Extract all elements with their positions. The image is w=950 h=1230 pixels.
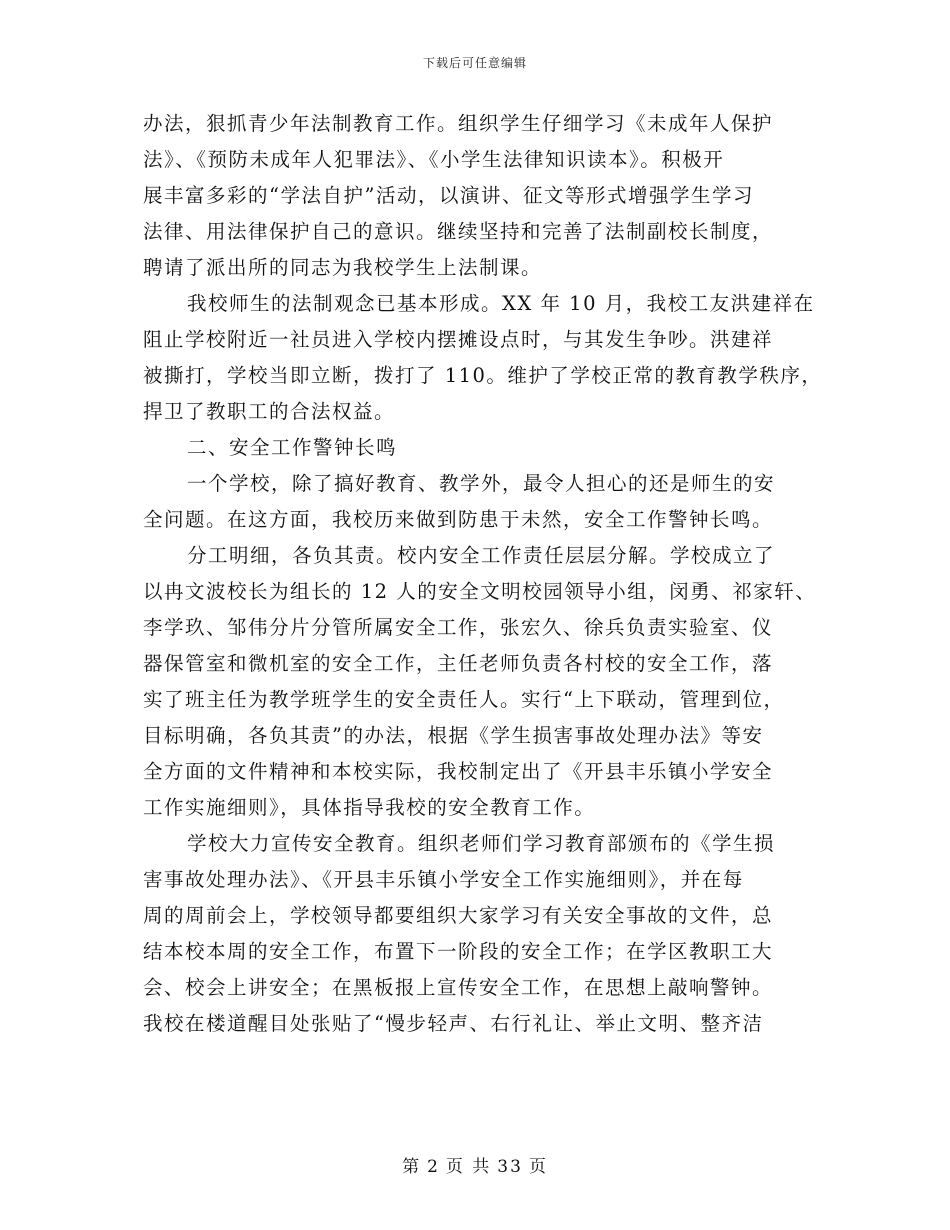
text-line: 办法，狠抓青少年法制教育工作。组织学生仔细学习《未成年人保护	[143, 112, 774, 135]
text-line: 二、安全工作警钟长鸣	[187, 436, 398, 459]
footer-suffix: 页	[528, 1157, 548, 1177]
text-line: 周的周前会上，学校领导都要组织大家学习有关安全事故的文件，总	[143, 904, 774, 927]
text-line: 被撕打，学校当即立断，拨打了 110。维护了学校正常的教育教学秩序，	[143, 364, 823, 387]
text-line: 学校大力宣传安全教育。组织老师们学习教育部颁布的《学生损	[187, 832, 776, 855]
text-line: 目标明确，各负其责”的办法，根据《学生损害事故处理办法》等安	[143, 724, 764, 747]
page-header-note: 下载后可任意编辑	[422, 56, 527, 70]
text-line: 全方面的文件精神和本校实际，我校制定出了《开县丰乐镇小学安全	[143, 760, 774, 783]
page-footer	[0, 1152, 950, 1177]
text-line: 一个学校，除了搞好教育、教学外，最令人担心的还是师生的安	[187, 472, 776, 495]
text-line: 工作实施细则》，具体指导我校的安全教育工作。	[143, 796, 596, 819]
footer-middle: 页 共	[445, 1157, 492, 1177]
text-line: 我校在楼道醒目处张贴了“慢步轻声、右行礼让、举止文明、整齐洁	[143, 1012, 764, 1035]
footer-total-pages: 33	[497, 1157, 523, 1177]
text-line: 阻止学校附近一社员进入学校内摆摊设点时，与其发生争吵。洪建祥	[143, 328, 774, 351]
text-line: 器保管室和微机室的安全工作，主任老师负责各村校的安全工作，落	[143, 652, 774, 675]
text-line: 结本校本周的安全工作，布置下一阶段的安全工作；在学区教职工大	[143, 940, 774, 963]
text-line: 以冉文波校长为组长的 12 人的安全文明校园领导小组，闵勇、祁家轩、	[143, 580, 817, 603]
text-line: 捍卫了教职工的合法权益。	[143, 400, 396, 423]
document-body	[143, 106, 833, 1042]
footer-page-number: 2	[427, 1157, 440, 1177]
text-line: 会、校会上讲安全；在黑板报上宣传安全工作，在思想上敲响警钟。	[143, 976, 774, 999]
text-line: 害事故处理办法》、《开县丰乐镇小学安全工作实施细则》，并在每	[143, 868, 744, 891]
text-line: 全问题。在这方面，我校历来做到防患于未然，安全工作警钟长鸣。	[143, 508, 774, 531]
text-line: 法》、《预防未成年人犯罪法》、《小学生法律知识读本》。积极开	[143, 148, 725, 171]
text-line: 聘请了派出所的同志为我校学生上法制课。	[143, 256, 543, 279]
footer-prefix: 第	[402, 1157, 422, 1177]
text-line: 李学玖、邹伟分片分管所属安全工作，张宏久、徐兵负责实验室、仪	[143, 616, 774, 639]
text-line: 展丰富多彩的“学法自护”活动，以演讲、征文等形式增强学生学习	[143, 184, 754, 207]
text-line: 法律、用法律保护自己的意识。继续坚持和完善了法制副校长制度，	[143, 220, 774, 243]
text-line: 分工明细，各负其责。校内安全工作责任层层分解。学校成立了	[187, 544, 776, 567]
text-line: 实了班主任为教学班学生的安全责任人。实行“上下联动，管理到位，	[143, 688, 785, 711]
text-line: 我校师生的法制观念已基本形成。XX 年 10 月，我校工友洪建祥在	[187, 292, 815, 315]
